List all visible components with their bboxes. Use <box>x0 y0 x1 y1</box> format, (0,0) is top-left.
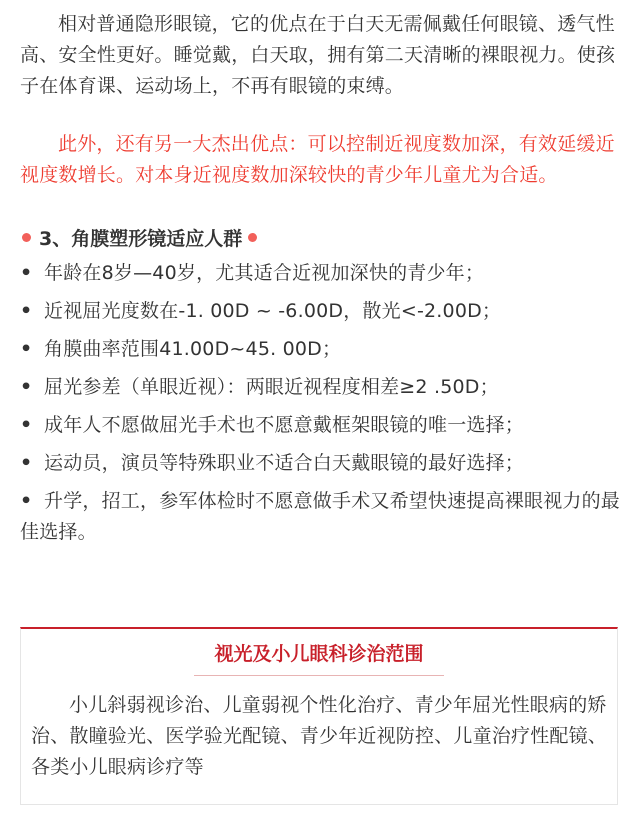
scope-box-body: 小儿斜弱视诊治、儿童弱视个性化治疗、青少年屈光性眼病的矫治、散瞳验光、医学验光配镜、青少年近视防控、儿童治疗性配镜、各类小儿眼病诊疗等 <box>31 694 608 778</box>
bullet-icon: • <box>20 490 33 512</box>
article-content <box>20 0 620 555</box>
bullet-icon: • <box>20 300 33 322</box>
bullet-icon: • <box>20 262 33 284</box>
list-item-text: 成年人不愿做屈光手术也不愿意戴框架眼镜的唯一选择； <box>44 414 525 436</box>
list-item <box>20 334 620 365</box>
list-item-text: 升学，招工，参军体检时不愿意做手术又希望快速提高裸眼视力的最佳选择。 <box>20 490 621 543</box>
dot-icon <box>22 233 31 242</box>
intro-paragraph: 相对普通隐形眼镜，它的优点在于白天无需佩戴任何眼镜、透气性高、安全性更好。睡觉戴，白天取，拥有第二天清晰的裸眼视力。使孩子在体育课、运动场上，不再有眼镜的束缚。 <box>20 13 616 97</box>
scope-box <box>20 627 618 805</box>
list-item <box>20 486 620 548</box>
bullet-icon: • <box>20 452 33 474</box>
bullet-icon: • <box>20 376 33 398</box>
list-item <box>20 296 620 327</box>
bullet-icon: • <box>20 414 33 436</box>
list-item-text: 运动员，演员等特殊职业不适合白天戴眼镜的最好选择； <box>44 452 525 474</box>
suitable-population-list <box>20 258 620 548</box>
list-item-text: 角膜曲率范围41.00D~45. 00D； <box>44 338 342 360</box>
section-heading <box>20 222 620 252</box>
highlight-paragraph: 此外，还有另一大杰出优点：可以控制近视度数加深，有效延缓近视度数增长。对本身近视度数加深较快的青少年儿童尤为合适。 <box>20 133 615 186</box>
scope-box-title: 视光及小儿眼科诊治范围 <box>214 643 424 665</box>
dot-icon <box>248 233 257 242</box>
list-item <box>20 448 620 479</box>
bullet-icon: • <box>20 338 33 360</box>
list-item-text: 屈光参差（单眼近视）：两眼近视程度相差≥2 .50D； <box>44 376 499 398</box>
title-divider <box>194 675 444 676</box>
section-heading-text: 3、角膜塑形镜适应人群 <box>39 227 243 250</box>
list-item <box>20 258 620 289</box>
list-item-text: 近视屈光度数在-1. 00D ~ -6.00D，散光<-2.00D； <box>44 300 502 322</box>
list-item <box>20 372 620 403</box>
list-item-text: 年龄在8岁—40岁，尤其适合近视加深快的青少年； <box>44 262 485 284</box>
list-item <box>20 410 620 441</box>
